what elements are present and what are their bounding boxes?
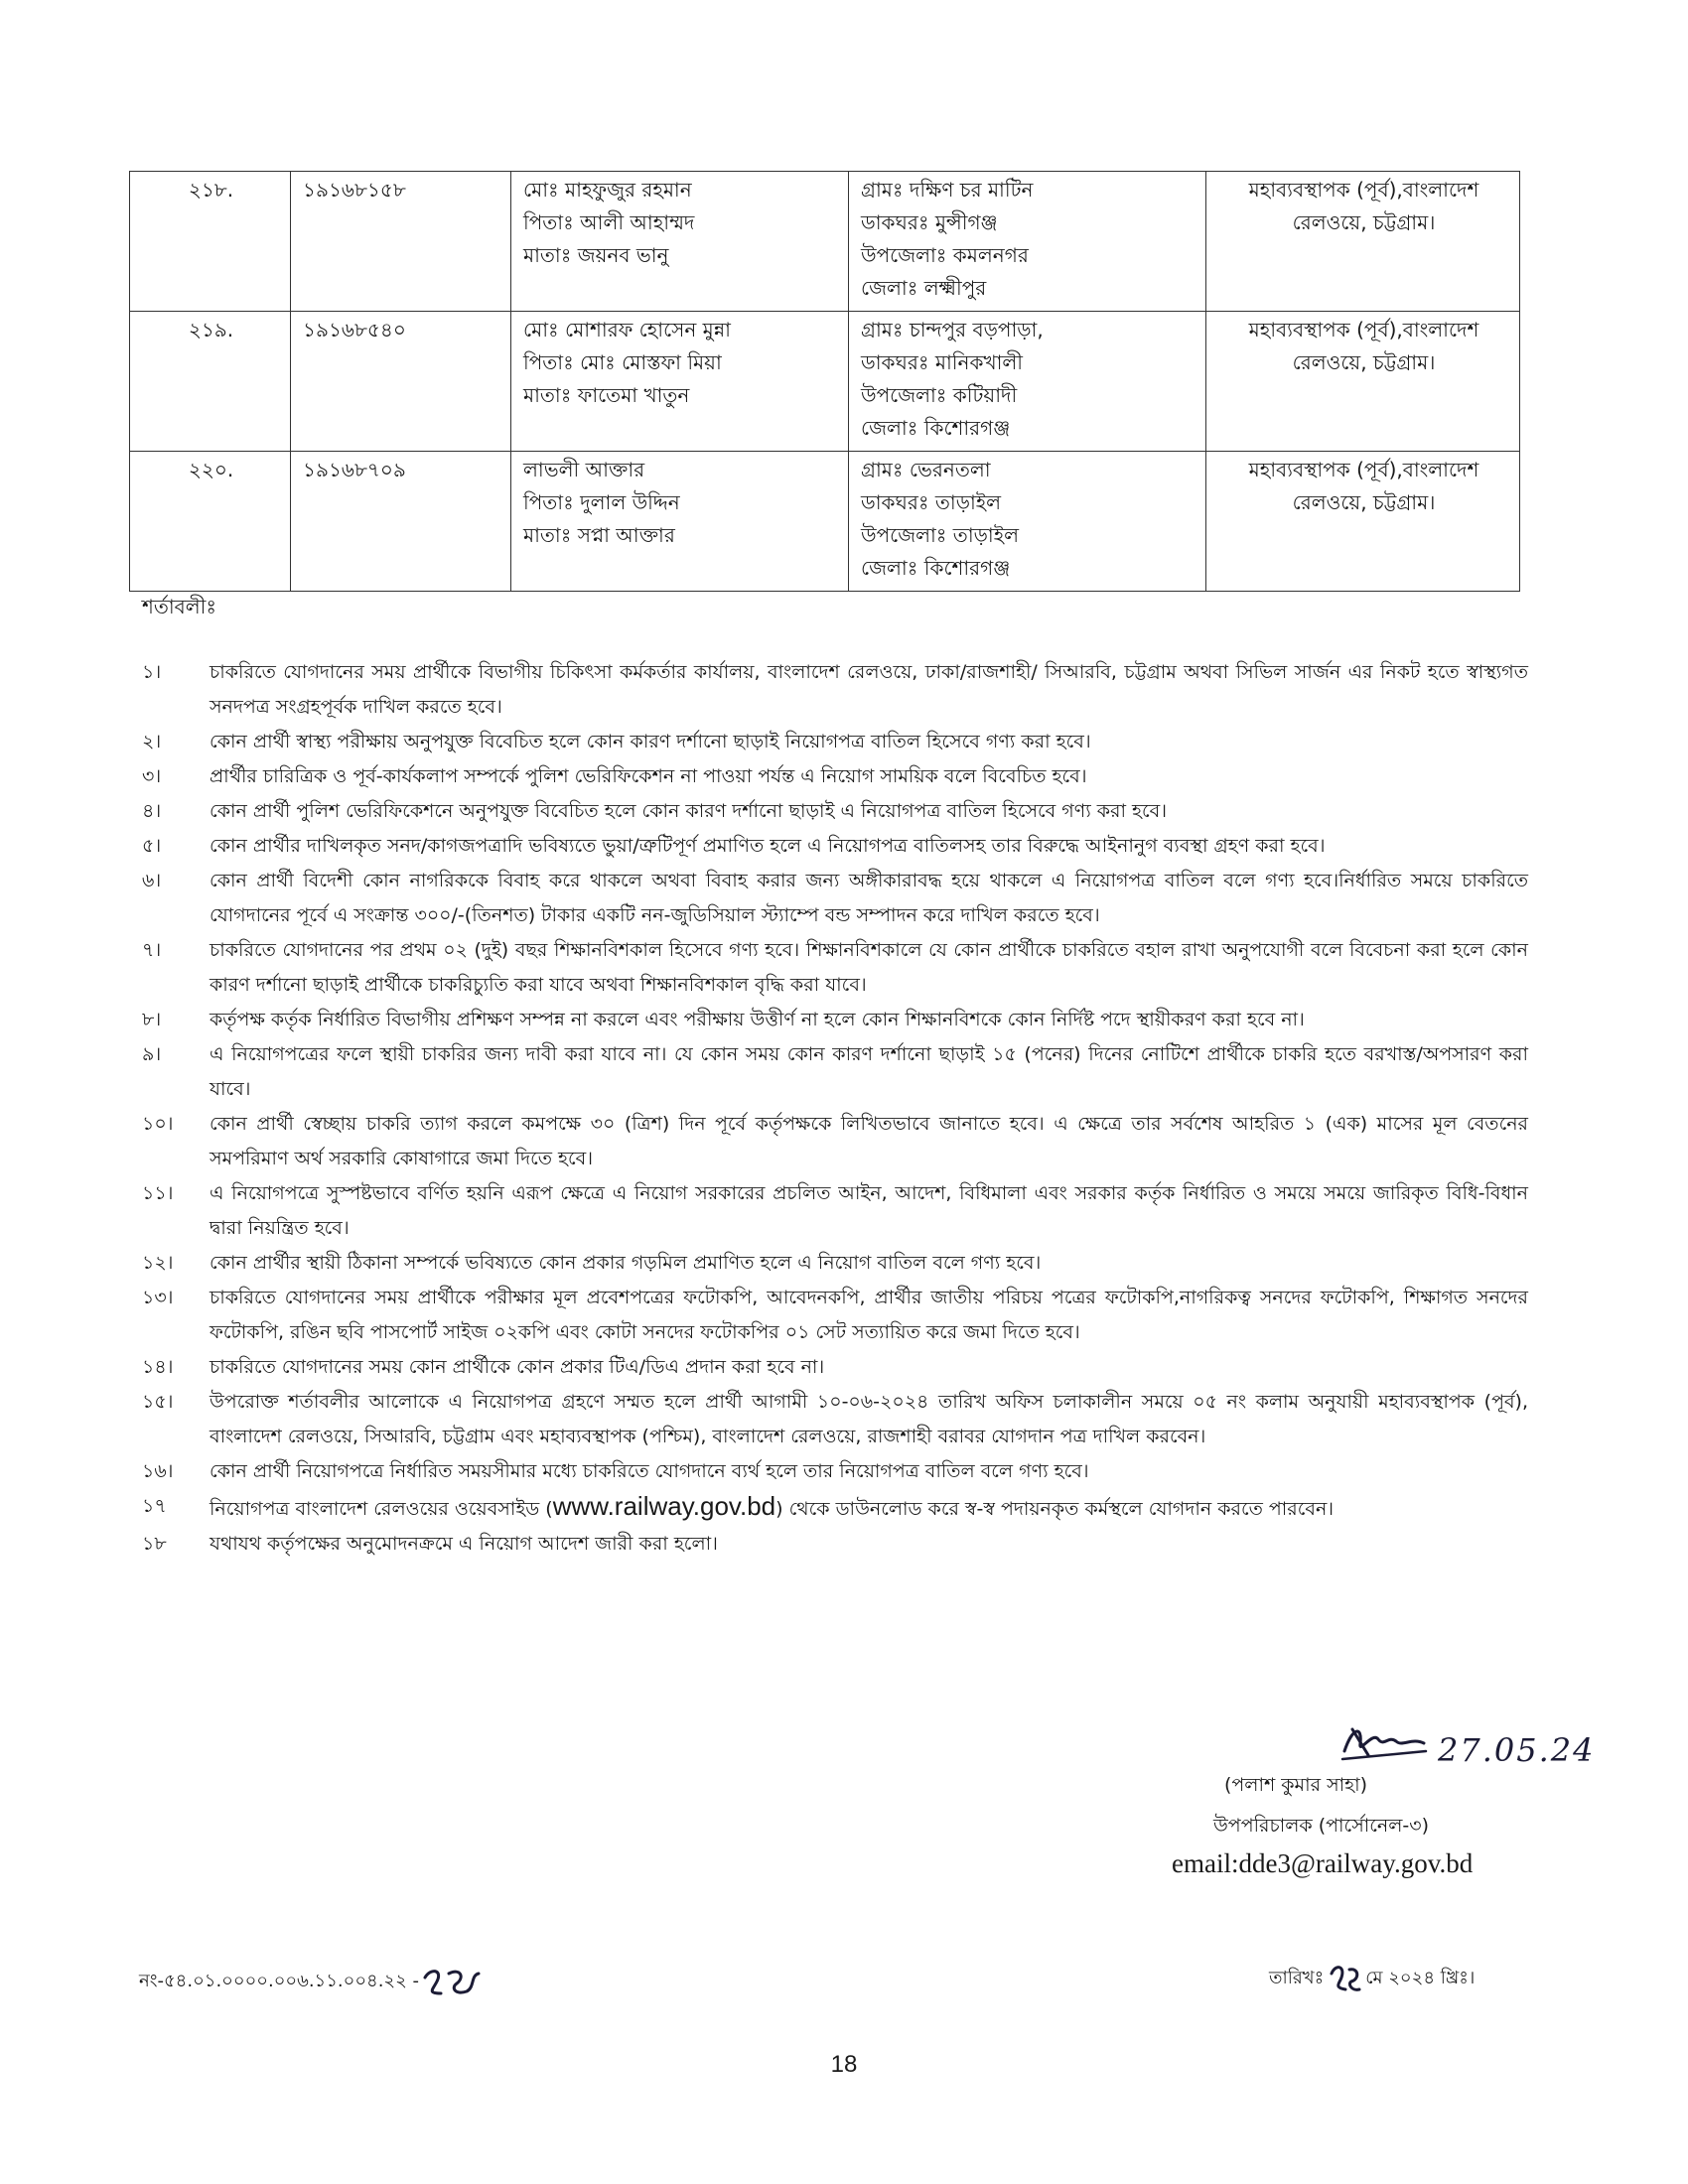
posting-cell <box>1206 172 1520 312</box>
condition-text: কোন প্রার্থী পুলিশ ভেরিফিকেশনে অনুপযুক্ত বিবেচিত হলে কোন কারণ দর্শানো ছাড়াই এ নিয়োগপত্র বাতিল হিসেবে গণ্য করা হবে। <box>210 800 1168 822</box>
mother-name: মাতাঃ জয়নব ভানু <box>523 243 669 267</box>
condition-text: কোন প্রার্থী নিয়োগপত্রে নির্ধারিত সময়সীমার মধ্যে চাকরিতে যোগদানে ব্যর্থ হলে তার নিয়োগপত্র বাতিল বলে গণ্য হবে। <box>210 1460 1089 1482</box>
post-office: ডাকঘরঃ তাড়াইল <box>861 490 1002 514</box>
serial-cell: ২১৯. <box>130 312 291 452</box>
district: জেলাঃ কিশোরগঞ্জ <box>861 416 1011 440</box>
roll-cell: ১৯১৬৮৫৪০ <box>291 312 511 452</box>
serial-cell: ২১৮. <box>130 172 291 312</box>
upazila: উপজেলাঃ তাড়াইল <box>861 523 1019 547</box>
condition-number: ৪। <box>142 800 162 822</box>
condition-number: ১৬। <box>142 1460 174 1482</box>
condition-item <box>142 829 1528 864</box>
condition-item <box>142 1489 1528 1527</box>
condition-item <box>142 1176 1528 1246</box>
page-number: 18 <box>830 2051 858 2078</box>
conditions-list <box>142 655 1528 1562</box>
applicant-name: লাভলী আক্তার <box>523 458 645 481</box>
roll-cell: ১৯১৬৮১৫৮ <box>291 172 511 312</box>
condition-item <box>142 1037 1528 1107</box>
address-cell <box>849 172 1206 312</box>
handwritten-day <box>1328 1962 1361 1995</box>
table-row <box>130 452 1520 592</box>
post-office: ডাকঘরঃ মুন্সীগঞ্জ <box>861 210 998 234</box>
condition-item <box>142 1281 1528 1350</box>
condition-number: ১২। <box>142 1252 174 1274</box>
applicant-cell <box>511 312 849 452</box>
condition-text: কর্তৃপক্ষ কর্তৃক নির্ধারিত বিভাগীয় প্রশিক্ষণ সম্পন্ন না করলে এবং পরীক্ষায় উত্তীর্ণ না হলে কোন শিক্ষানবিশকে কোন নির্দিষ্ট পদে স্থায়ীকরণ করা হবে না। <box>210 1009 1305 1030</box>
condition-number: ২। <box>142 731 162 752</box>
condition-item <box>142 1107 1528 1176</box>
condition-number: ১৩। <box>142 1287 174 1308</box>
roll-cell: ১৯১৬৮৭০৯ <box>291 452 511 592</box>
village: গ্রামঃ ভেরনতলা <box>861 458 991 481</box>
condition-text: চাকরিতে যোগদানের সময় প্রার্থীকে পরীক্ষার মূল প্রবেশপত্রের ফটোকপি, আবেদনকপি, প্রার্থীর জাতীয় পরিচয় পত্রের ফটোকপি,নাগরিকত্ব সনদের ফটোকপি, শিক্ষাগত সনদের ফটোকপি, রঙিন ছবি পাসপোর্ট সাইজ ০২কপি এবং কোটা সনদের ফটোকপির ০১ সেট সত্যায়িত করে জমা দিতে হবে। <box>210 1287 1528 1343</box>
signature-scribble <box>1338 1721 1428 1765</box>
village: গ্রামঃ দক্ষিণ চর মাটিন <box>861 178 1034 202</box>
table-row <box>130 312 1520 452</box>
condition-text: কোন প্রার্থী স্বেচ্ছায় চাকরি ত্যাগ করলে কমপক্ষে ৩০ (ত্রিশ) দিন পূর্বে কর্তৃপক্ষকে লিখিতভাবে জানাতে হবে। এ ক্ষেত্রে তার সর্বশেষ আহরিত ১ (এক) মাসের মূল বেতনের সমপরিমাণ অর্থ সরকারি কোষাগারে জমা দিতে হবে। <box>210 1113 1528 1169</box>
memo-number <box>139 1964 481 1999</box>
condition-number: ১০। <box>142 1113 174 1135</box>
condition-text: কোন প্রার্থীর দাখিলকৃত সনদ/কাগজপত্রাদি ভবিষ্যতে ভুয়া/ত্রুটিপূর্ণ প্রমাণিত হলে এ নিয়োগপত্র বাতিলসহ তার বিরুদ্ধে আইনানুগ ব্যবস্থা গ্রহণ করা হবে। <box>210 835 1326 857</box>
condition-text-start: নিয়োগপত্র বাংলাদেশ রেলওয়ের ওয়েবসাইড ( <box>210 1498 553 1520</box>
issue-date <box>1269 1962 1475 1995</box>
condition-item <box>142 725 1528 759</box>
website-link[interactable]: www.railway.gov.bd <box>552 1491 776 1521</box>
handwritten-sign-date: 27.05.24 <box>1438 1731 1596 1769</box>
condition-item <box>142 759 1528 794</box>
condition-item <box>142 864 1528 933</box>
condition-item <box>142 1350 1528 1385</box>
condition-text: চাকরিতে যোগদানের সময় কোন প্রার্থীকে কোন প্রকার টিএ/ডিএ প্রদান করা হবে না। <box>210 1356 825 1378</box>
condition-number: ৯। <box>142 1043 162 1065</box>
condition-text: চাকরিতে যোগদানের সময় প্রার্থীকে বিভাগীয় চিকিৎসা কর্মকর্তার কার্যালয়, বাংলাদেশ রেলওয়ে, ঢাকা/রাজশাহী/ সিআরবি, চট্টগ্রাম অথবা সিভিল সার্জন এর নিকট হতে স্বাস্থ্যগত সনদপত্র সংগ্রহপূর্বক দাখিল করতে হবে। <box>210 661 1528 718</box>
condition-text: কোন প্রার্থী স্বাস্থ্য পরীক্ষায় অনুপযুক্ত বিবেচিত হলে কোন কারণ দর্শানো ছাড়াই নিয়োগপত্র বাতিল হিসেবে গণ্য করা হবে। <box>210 731 1091 752</box>
applicant-name: মোঃ মোশারফ হোসেন মুন্না <box>523 318 731 341</box>
father-name: পিতাঃ দুলাল উদ্দিন <box>523 490 680 514</box>
village: গ্রামঃ চান্দপুর বড়পাড়া, <box>861 318 1044 341</box>
mother-name: মাতাঃ ফাতেমা খাতুন <box>523 383 690 407</box>
condition-item <box>142 1003 1528 1037</box>
date-suffix: মে ২০২৪ খ্রিঃ। <box>1365 1967 1476 1988</box>
posting-line: রেলওয়ে, চট্টগ্রাম। <box>1292 210 1436 234</box>
applicant-cell <box>511 172 849 312</box>
condition-number: ১৪। <box>142 1356 174 1378</box>
upazila: উপজেলাঃ কটিয়াদী <box>861 383 1018 407</box>
condition-item <box>142 1527 1528 1562</box>
applicant-name: মোঃ মাহফুজুর রহমান <box>523 178 692 202</box>
condition-number: ১৮ <box>142 1533 167 1555</box>
condition-item <box>142 933 1528 1003</box>
condition-number: ১১। <box>142 1182 174 1204</box>
mother-name: মাতাঃ সপ্না আক্তার <box>523 523 675 547</box>
signatory-email[interactable]: email:dde3@railway.gov.bd <box>1172 1848 1474 1878</box>
father-name: পিতাঃ আলী আহাম্মদ <box>523 210 695 234</box>
posting-cell <box>1206 312 1520 452</box>
posting-line: মহাব্যবস্থাপক (পূর্ব),বাংলাদেশ <box>1248 458 1479 481</box>
condition-number: ৩। <box>142 765 162 787</box>
address-cell <box>849 312 1206 452</box>
condition-text: উপরোক্ত শর্তাবলীর আলোকে এ নিয়োগপত্র গ্রহণে সম্মত হলে প্রার্থী আগামী ১০-০৬-২০২৪ তারিখ অফিস চলাকালীন সময়ে ০৫ নং কলাম অনুযায়ী মহাব্যবস্থাপক (পূর্ব), বাংলাদেশ রেলওয়ে, সিআরবি, চট্টগ্রাম এবং মহাব্যবস্থাপক (পশ্চিম), বাংলাদেশ রেলওয়ে, রাজশাহী বরাবর যোগদান পত্র দাখিল করবেন। <box>210 1391 1528 1447</box>
condition-number: ৫। <box>142 835 162 857</box>
condition-number: ১৭ <box>142 1495 167 1517</box>
condition-text: কোন প্রার্থী বিদেশী কোন নাগরিককে বিবাহ করে থাকলে অথবা বিবাহ করার জন্য অঙ্গীকারাবদ্ধ হয়ে থাকলে এ নিয়োগপত্র বাতিল বলে গণ্য হবে।নির্ধারিত সময়ে চাকরিতে যোগদানের পূর্বে এ সংক্রান্ত ৩০০/-(তিনশত) টাকার একটি নন-জুডিসিয়াল স্ট্যাম্পে বন্ড সম্পাদন করে দাখিল করতে হবে। <box>210 870 1528 926</box>
condition-text-end: ) থেকে ডাউনলোড করে স্ব-স্ব পদায়নকৃত কর্মস্থলে যোগদান করতে পারবেন। <box>775 1498 1335 1520</box>
condition-item <box>142 1454 1528 1489</box>
condition-text <box>210 1489 1528 1527</box>
posting-line: রেলওয়ে, চট্টগ্রাম। <box>1292 350 1436 374</box>
table-row <box>130 172 1520 312</box>
address-cell <box>849 452 1206 592</box>
applicant-cell <box>511 452 849 592</box>
condition-item <box>142 794 1528 829</box>
condition-number: ৮। <box>142 1009 162 1030</box>
condition-text: চাকরিতে যোগদানের পর প্রথম ০২ (দুই) বছর শিক্ষানবিশকাল হিসেবে গণ্য হবে। শিক্ষানবিশকালে যে কোন প্রার্থীকে চাকরিতে বহাল রাখা অনুপযোগী বলে বিবেচনা করা হলে কোন কারণ দর্শানো ছাড়াই প্রার্থীকে চাকরিচ্যুতি করা যাবে অথবা শিক্ষানবিশকাল বৃদ্ধি করা যাবে। <box>210 939 1528 996</box>
signatory-designation: উপপরিচালক (পার্সোনেল-৩) <box>1213 1815 1430 1837</box>
condition-text: যথাযথ কর্তৃপক্ষের অনুমোদনক্রমে এ নিয়োগ আদেশ জারী করা হলো। <box>210 1533 718 1555</box>
condition-item <box>142 1385 1528 1454</box>
condition-item <box>142 1246 1528 1281</box>
condition-number: ৬। <box>142 870 162 891</box>
condition-number: ১৫। <box>142 1391 174 1413</box>
appointee-table <box>129 171 1520 592</box>
condition-text: এ নিয়োগপত্রে সুস্পষ্টভাবে বর্ণিত হয়নি এরূপ ক্ষেত্রে এ নিয়োগ সরকারের প্রচলিত আইন, আদেশ, বিধিমালা এবং সরকার কর্তৃক নির্ধারিত ও সময়ে সময়ে জারিকৃত বিধি-বিধান দ্বারা নিয়ন্ত্রিত হবে। <box>210 1182 1528 1239</box>
condition-text: কোন প্রার্থীর স্থায়ী ঠিকানা সম্পর্কে ভবিষ্যতে কোন প্রকার গড়মিল প্রমাণিত হলে এ নিয়োগ বাতিল বলে গণ্য হবে। <box>210 1252 1042 1274</box>
condition-number: ১। <box>142 661 162 683</box>
posting-cell <box>1206 452 1520 592</box>
signatory-name: (পলাশ কুমার সাহা) <box>1224 1774 1368 1796</box>
date-prefix: তারিখঃ <box>1269 1967 1325 1988</box>
father-name: পিতাঃ মোঃ মোস্তফা মিয়া <box>523 350 722 374</box>
district: জেলাঃ কিশোরগঞ্জ <box>861 556 1011 580</box>
condition-number: ৭। <box>142 939 162 961</box>
memo-number-text: নং-৫৪.০১.০০০০.০০৬.১১.০০৪.২২ - <box>139 1970 420 1991</box>
condition-text: এ নিয়োগপত্রের ফলে স্থায়ী চাকরির জন্য দাবী করা যাবে না। যে কোন সময় কোন কারণ দর্শানো ছাড়াই ১৫ (পনের) দিনের নোটিশে প্রার্থীকে চাকরি হতে বরখাস্ত/অপসারণ করা যাবে। <box>210 1043 1528 1100</box>
posting-line: রেলওয়ে, চট্টগ্রাম। <box>1292 490 1436 514</box>
district: জেলাঃ লক্ষ্মীপুর <box>861 276 987 300</box>
post-office: ডাকঘরঃ মানিকখালী <box>861 350 1024 374</box>
handwritten-memo-suffix <box>421 1964 481 1999</box>
posting-line: মহাব্যবস্থাপক (পূর্ব),বাংলাদেশ <box>1248 178 1479 202</box>
conditions-heading: শর্তাবলীঃ <box>142 595 217 618</box>
posting-line: মহাব্যবস্থাপক (পূর্ব),বাংলাদেশ <box>1248 318 1479 341</box>
upazila: উপজেলাঃ কমলনগর <box>861 243 1029 267</box>
condition-text: প্রার্থীর চারিত্রিক ও পূর্ব-কার্যকলাপ সম্পর্কে পুলিশ ভেরিফিকেশন না পাওয়া পর্যন্ত এ নিয়োগ সাময়িক বলে বিবেচিত হবে। <box>210 765 1087 787</box>
serial-cell: ২২০. <box>130 452 291 592</box>
condition-item <box>142 655 1528 725</box>
